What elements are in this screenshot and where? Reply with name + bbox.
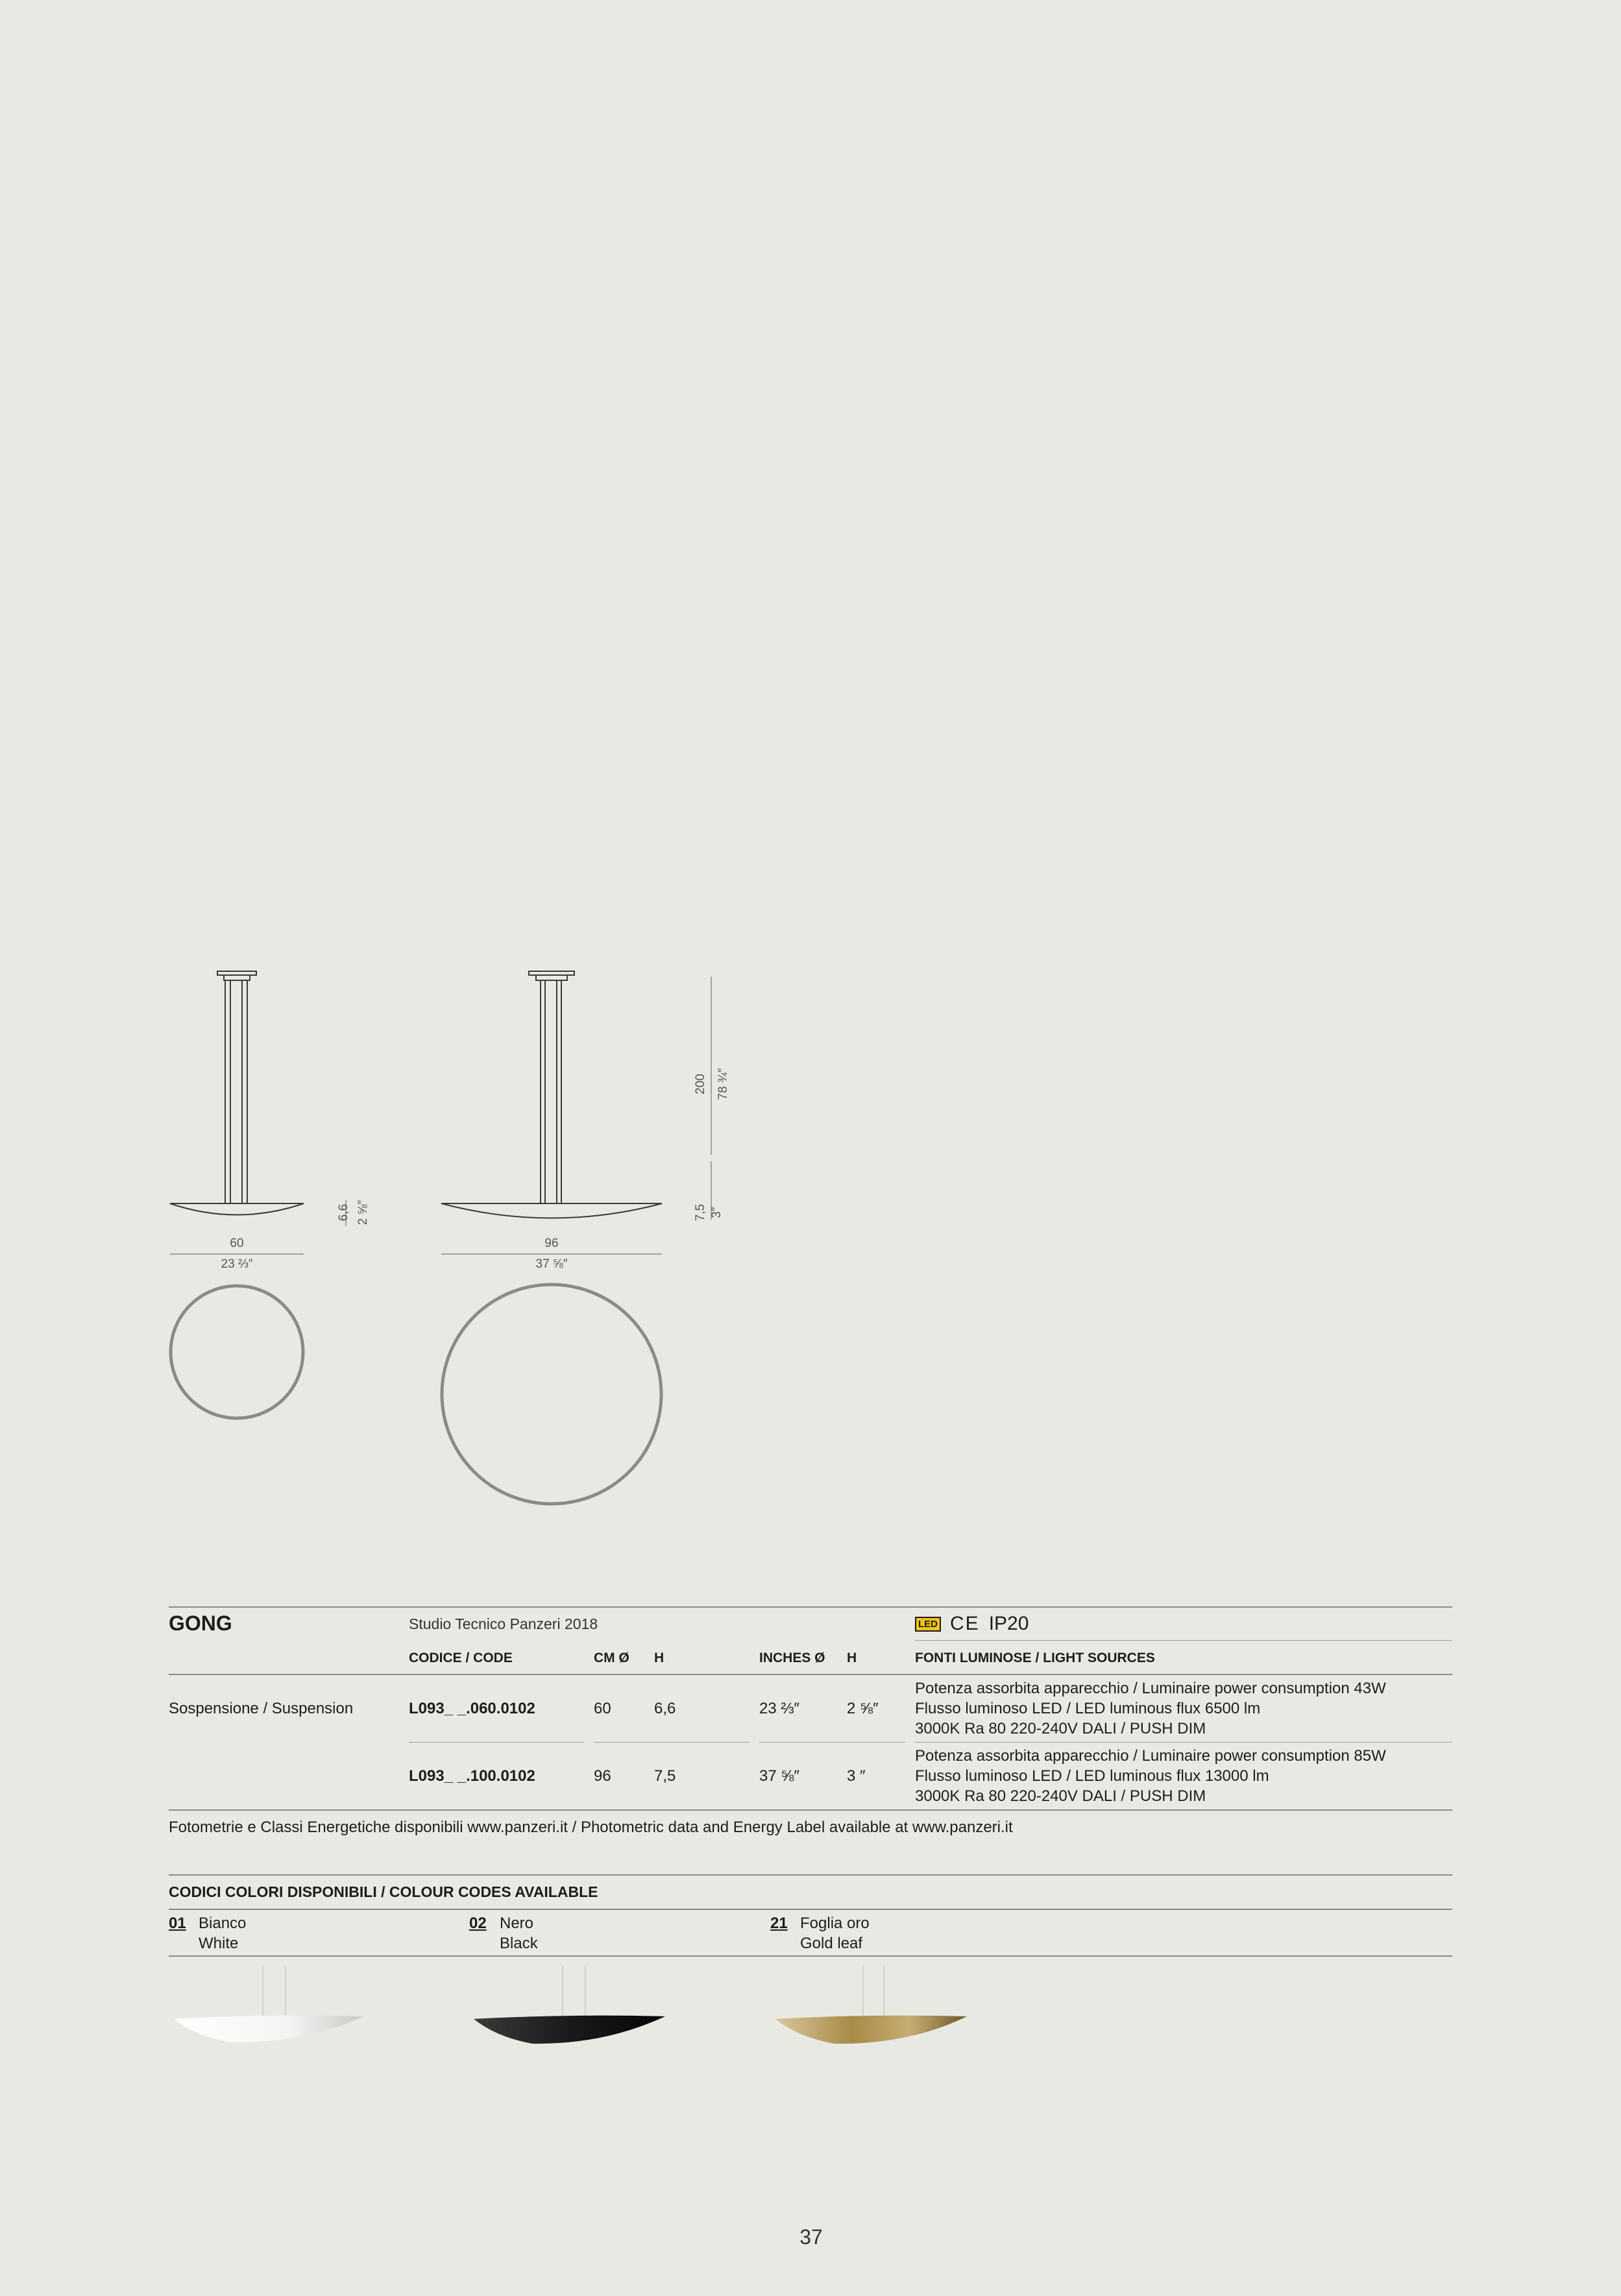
product-code: L093_ _.100.0102 <box>409 1767 535 1785</box>
large-diameter-cm: 96 <box>544 1237 559 1250</box>
large-height-in: 3″ <box>710 1207 724 1218</box>
divider <box>594 1742 750 1743</box>
colour-codes-title: CODICI COLORI DISPONIBILI / COLOUR CODES AVAILABLE <box>169 1883 598 1900</box>
divider <box>169 1809 1452 1811</box>
colour-name-en: Gold leaf <box>800 1935 863 1952</box>
colour-name-en: Black <box>500 1935 538 1952</box>
certifications <box>915 1613 1029 1635</box>
colour-name-en: White <box>199 1935 239 1952</box>
divider <box>169 1606 1452 1608</box>
black-swatch <box>474 2016 665 2044</box>
header-cm-h: H <box>654 1650 664 1665</box>
gold-swatch <box>775 2016 967 2044</box>
divider <box>169 1955 1452 1957</box>
designer: Studio Tecnico Panzeri 2018 <box>409 1615 598 1632</box>
divider <box>409 1742 584 1743</box>
inch-diameter: 37 ⅝″ <box>759 1767 799 1785</box>
small-diameter-in: 23 ⅔″ <box>221 1257 253 1271</box>
small-height-cm: 6,6 <box>337 1203 350 1222</box>
divider <box>915 1742 1452 1743</box>
divider <box>169 1874 1452 1876</box>
colour-name-it: Foglia oro <box>800 1915 870 1932</box>
led-icon: LED <box>915 1617 941 1632</box>
small-height-in: 2 ⅝″ <box>356 1200 370 1226</box>
header-inch-diameter: INCHES Ø <box>759 1650 825 1665</box>
cable-length-cm: 200 <box>694 1074 707 1094</box>
light-spec: 3000K Ra 80 220-240V DALI / PUSH DIM <box>915 1787 1206 1805</box>
colour-name-it: Bianco <box>199 1915 247 1932</box>
header-light-sources: FONTI LUMINOSE / LIGHT SOURCES <box>915 1650 1155 1665</box>
header-code: CODICE / CODE <box>409 1650 513 1665</box>
small-diameter-cm: 60 <box>230 1237 244 1250</box>
small-lamp-plan-view <box>171 1286 303 1418</box>
ip-rating: IP20 <box>988 1613 1029 1634</box>
cm-height: 7,5 <box>654 1767 676 1785</box>
inch-height: 3 ″ <box>847 1767 866 1785</box>
divider <box>169 1674 1452 1675</box>
ce-mark-icon: CE <box>950 1613 980 1634</box>
luminous-flux: Flusso luminoso LED / LED luminous flux 13000 lm <box>915 1767 1269 1785</box>
inch-height: 2 ⅝″ <box>847 1700 879 1717</box>
cm-diameter: 96 <box>594 1767 611 1785</box>
power-consumption: Potenza assorbita apparecchio / Luminaire power consumption 43W <box>915 1680 1386 1697</box>
colour-code: 02 <box>469 1915 487 1932</box>
colour-swatches <box>156 1959 999 2050</box>
inch-diameter: 23 ⅔″ <box>759 1700 799 1717</box>
large-lamp-side-view <box>441 971 662 1218</box>
divider <box>915 1640 1452 1641</box>
cm-height: 6,6 <box>654 1700 676 1717</box>
colour-code: 01 <box>169 1915 186 1932</box>
product-code: L093_ _.060.0102 <box>409 1700 535 1717</box>
light-spec: 3000K Ra 80 220-240V DALI / PUSH DIM <box>915 1720 1206 1737</box>
large-diameter-in: 37 ⅝″ <box>535 1257 568 1271</box>
cable-length-in: 78 ¾″ <box>716 1068 730 1100</box>
small-lamp-side-view <box>170 971 304 1215</box>
cm-diameter: 60 <box>594 1700 611 1717</box>
divider <box>759 1742 905 1743</box>
divider <box>169 1909 1452 1910</box>
photometric-note: Fotometrie e Classi Energetiche disponibili www.panzeri.it / Photometric data and Energy Label available at www.panzeri.it <box>169 1819 1013 1836</box>
large-lamp-plan-view <box>442 1285 661 1504</box>
product-type: Sospensione / Suspension <box>169 1700 354 1717</box>
header-cm-diameter: CM Ø <box>594 1650 629 1665</box>
luminous-flux: Flusso luminoso LED / LED luminous flux 6500 lm <box>915 1700 1261 1717</box>
colour-code: 21 <box>770 1915 788 1932</box>
header-inch-h: H <box>847 1650 857 1665</box>
product-title: GONG <box>169 1612 232 1635</box>
white-swatch <box>174 2016 363 2042</box>
large-height-cm: 7,5 <box>694 1203 707 1222</box>
page-number: 37 <box>799 2225 823 2249</box>
power-consumption: Potenza assorbita apparecchio / Luminaire power consumption 85W <box>915 1747 1386 1765</box>
colour-name-it: Nero <box>500 1915 534 1932</box>
